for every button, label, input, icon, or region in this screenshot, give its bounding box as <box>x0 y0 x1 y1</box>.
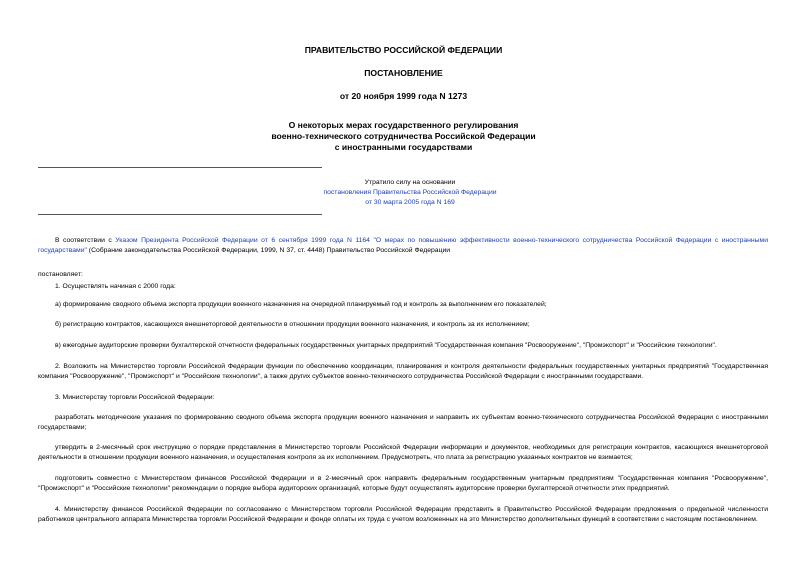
document-type: ПОСТАНОВЛЕНИЕ <box>364 68 443 78</box>
paragraph-3: 3. Министерству торговли Российской Федерации: <box>55 394 215 401</box>
revocation-note <box>240 178 580 208</box>
resolves-text: постановляет: <box>38 271 83 278</box>
paragraph-1c: в) ежегодные аудиторские проверки бухгалтерской отчетности федеральных государственных унитарных предприятий "Государственная компания "Росвооружение", "Промэкспорт" и "Российские технологии". <box>55 342 717 349</box>
divider-bottom <box>38 214 322 215</box>
document-title <box>0 120 807 153</box>
paragraph-1a: а) формирование сводного объема экспорта продукции военного назначения на очередной планируемый год и контроль за выполнением его показателей; <box>55 301 547 308</box>
revocation-link[interactable]: постановления Правительства Российской Федерации <box>323 189 497 196</box>
government-name: ПРАВИТЕЛЬСТВО РОССИЙСКОЙ ФЕДЕРАЦИИ <box>304 45 503 55</box>
paragraph-1b: б) регистрацию контрактов, касающихся внешнеторговой деятельности в отношении продукции военного назначения, и контроль за их исполнением; <box>55 321 530 328</box>
title-line: О некоторых мерах государственного регулирования <box>288 120 519 130</box>
divider-top <box>38 167 322 168</box>
revocation-text: Утратило силу на основании <box>364 179 456 186</box>
revocation-link-date[interactable]: от 30 марта 2005 года N 169 <box>365 199 455 206</box>
decree-link[interactable]: Указом Президента Российской Федерации от 6 сентября 1999 года N 1164 "О мерах по повышению эффективности военно-технического сотрудничества Российской Федерации с иностранными государствами" <box>38 237 769 254</box>
document-date-number: от 20 ноября 1999 года N 1273 <box>339 91 468 101</box>
title-line: военно-технического сотрудничества Российской Федерации <box>271 131 536 141</box>
paragraph-4: 4. Министерству финансов Российской Федерации по согласованию с Министерством торговли Российской Федерации представить в Правительство Российской Федерации предложения о предельной численности работников центрального аппарата Министерства торговли Российской Федерации и фонде оплаты их труда с учетом возложенных на это Министерство дополнительных функций в соответствии с настоящим постановлением. <box>38 506 768 523</box>
intro-paragraph: В соответствии с Указом Президента Российской Федерации от 6 сентября 1999 года N 1164 "О мерах по повышению эффективности военно-технического сотрудничества Российской Федерации с иностранными государствами" (Собрание законодательства Российской Федерации, 1999, N 37, ст. 4448) Правительство Российской Федерации <box>38 237 769 254</box>
paragraph-3a: разработать методические указания по формированию сводного объема экспорта продукции военного назначения и направить их субъектам военно-технического сотрудничества Российской Федерации с иностранными государствами; <box>38 414 768 431</box>
paragraph-3c: подготовить совместно с Министерством финансов Российской Федерации и в 2-месячный срок направить федеральным государственным унитарным предприятиям "Государственная компания "Росвооружение", "Промэкспорт" и "Российские технологии" рекомендации о порядке выбора аудиторских организаций, которые будут осуществлять аудиторские проверки бухгалтерской отчетности этих предприятий. <box>38 475 768 492</box>
title-line: с иностранными государствами <box>334 142 473 152</box>
paragraph-1: 1. Осуществлять начиная с 2000 года: <box>55 283 176 290</box>
paragraph-3b: утвердить в 2-месячный срок инструкцию о порядке представления в Министерство торговли Российской Федерации информации и документов, необходимых для регистрации контрактов, касающихся внешнеторговой деятельности в отношении продукции военного назначения, и осуществления контроля за их исполнением. Предусмотреть, что плата за регистрацию указанных контрактов не взимается; <box>38 444 768 461</box>
paragraph-2: 2. Возложить на Министерство торговли Российской Федерации функции по обеспечению координации, планирования и контроля деятельности федеральных государственных унитарных предприятий "Государственная компания "Росвооружение", "Промэкспорт" и "Российские технологии", а также других субъектов военно-технического сотрудничества Российской Федерации с иностранными государствами. <box>38 363 768 380</box>
